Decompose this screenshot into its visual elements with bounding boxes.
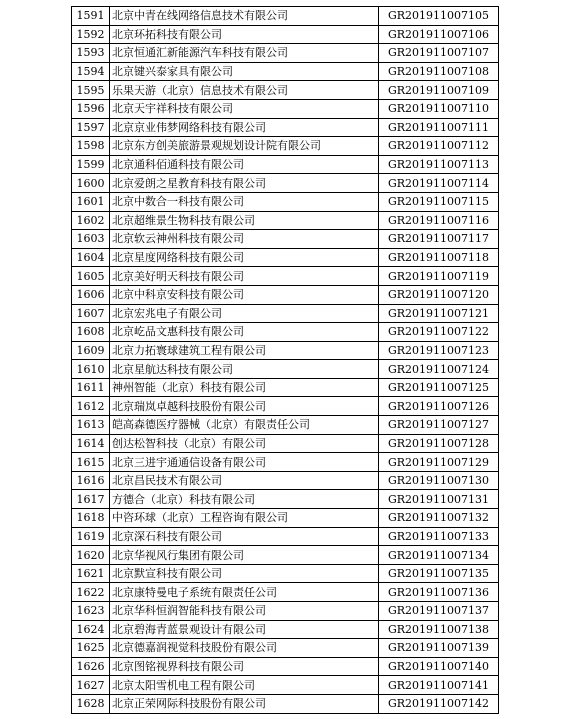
row-index: 1625 [72,639,110,658]
certificate-number: GR201911007115 [379,192,499,211]
table-row [72,118,499,137]
certificate-number: GR201911007134 [379,546,499,565]
company-name: 北京中数合一科技有限公司 [110,192,379,211]
table-row [72,416,499,435]
row-index: 1592 [72,25,110,44]
certificate-number: GR201911007108 [379,62,499,81]
certificate-number: GR201911007131 [379,490,499,509]
row-index: 1611 [72,378,110,397]
certificate-number: GR201911007110 [379,99,499,118]
row-index: 1616 [72,471,110,490]
row-index: 1626 [72,657,110,676]
row-index: 1619 [72,527,110,546]
certificate-number: GR201911007114 [379,174,499,193]
company-name: 北京软云神州科技有限公司 [110,230,379,249]
row-index: 1601 [72,192,110,211]
company-name: 北京爱朗之星教育科技有限公司 [110,174,379,193]
row-index: 1613 [72,416,110,435]
company-name: 北京图铭视界科技有限公司 [110,657,379,676]
table-row [72,509,499,528]
company-name: 北京星航达科技有限公司 [110,360,379,379]
certificate-number: GR201911007106 [379,25,499,44]
company-name: 乐果天游（北京）信息技术有限公司 [110,81,379,100]
certificate-number: GR201911007142 [379,694,499,713]
company-name: 北京京业伟梦网络科技有限公司 [110,118,379,137]
table-row [72,285,499,304]
row-index: 1607 [72,304,110,323]
certificate-number: GR201911007133 [379,527,499,546]
certificate-number: GR201911007135 [379,564,499,583]
certificate-number: GR201911007124 [379,360,499,379]
row-index: 1620 [72,546,110,565]
company-name: 北京中科京安科技有限公司 [110,285,379,304]
table-row [72,174,499,193]
company-name: 方德合（北京）科技有限公司 [110,490,379,509]
row-index: 1615 [72,453,110,472]
certificate-number: GR201911007127 [379,416,499,435]
certificate-number: GR201911007117 [379,230,499,249]
row-index: 1612 [72,397,110,416]
table-row [72,378,499,397]
company-name: 北京康特曼电子系统有限责任公司 [110,583,379,602]
table-row [72,602,499,621]
certificate-number: GR201911007129 [379,453,499,472]
table-row [72,248,499,267]
certificate-number: GR201911007118 [379,248,499,267]
certificate-number: GR201911007125 [379,378,499,397]
company-name: 北京超维景生物科技有限公司 [110,211,379,230]
company-name: 北京恒通汇新能源汽车科技有限公司 [110,44,379,63]
company-name: 北京太阳雪机电工程有限公司 [110,676,379,695]
row-index: 1598 [72,137,110,156]
table-row [72,81,499,100]
row-index: 1618 [72,509,110,528]
company-name: 北京天宇祥科技有限公司 [110,99,379,118]
table-row [72,546,499,565]
certificate-number: GR201911007105 [379,7,499,26]
row-index: 1600 [72,174,110,193]
company-name: 北京通科佰通科技有限公司 [110,155,379,174]
company-name: 北京东方创美旅游景观规划设计院有限公司 [110,137,379,156]
table-row [72,7,499,26]
certificate-number: GR201911007121 [379,304,499,323]
row-index: 1591 [72,7,110,26]
row-index: 1606 [72,285,110,304]
table-row [72,657,499,676]
certificate-number: GR201911007141 [379,676,499,695]
row-index: 1627 [72,676,110,695]
company-list-table [71,6,499,714]
table-row [72,676,499,695]
company-name: 创达松智科技（北京）有限公司 [110,434,379,453]
row-index: 1602 [72,211,110,230]
table-row [72,62,499,81]
table-row [72,99,499,118]
certificate-number: GR201911007140 [379,657,499,676]
company-name: 北京三进宇通通信设备有限公司 [110,453,379,472]
company-name: 北京碧海青蓝景观设计有限公司 [110,620,379,639]
company-name: 北京宏兆电子有限公司 [110,304,379,323]
table-row [72,360,499,379]
certificate-number: GR201911007120 [379,285,499,304]
certificate-number: GR201911007111 [379,118,499,137]
certificate-number: GR201911007136 [379,583,499,602]
table-row [72,694,499,713]
company-name: 北京德嘉润视觉科技股份有限公司 [110,639,379,658]
company-name: 北京华科恒润智能科技有限公司 [110,602,379,621]
company-name: 中咨环球（北京）工程咨询有限公司 [110,509,379,528]
row-index: 1623 [72,602,110,621]
row-index: 1595 [72,81,110,100]
row-index: 1617 [72,490,110,509]
company-name: 北京美好明天科技有限公司 [110,267,379,286]
table-row [72,323,499,342]
certificate-number: GR201911007132 [379,509,499,528]
table-row [72,583,499,602]
table-row [72,192,499,211]
table-row [72,341,499,360]
row-index: 1624 [72,620,110,639]
table-row [72,527,499,546]
row-index: 1610 [72,360,110,379]
table-row [72,564,499,583]
certificate-number: GR201911007137 [379,602,499,621]
certificate-number: GR201911007138 [379,620,499,639]
table-row [72,155,499,174]
row-index: 1609 [72,341,110,360]
company-name: 北京瑞岚卓越科技股份有限公司 [110,397,379,416]
table-row [72,211,499,230]
company-name: 北京华视风行集团有限公司 [110,546,379,565]
certificate-number: GR201911007122 [379,323,499,342]
row-index: 1628 [72,694,110,713]
row-index: 1608 [72,323,110,342]
table-row [72,304,499,323]
table-row [72,434,499,453]
company-name: 北京星度网络科技有限公司 [110,248,379,267]
company-name: 北京昌民技术有限公司 [110,471,379,490]
table-row [72,44,499,63]
row-index: 1594 [72,62,110,81]
row-index: 1605 [72,267,110,286]
row-index: 1596 [72,99,110,118]
table-row [72,453,499,472]
certificate-number: GR201911007112 [379,137,499,156]
table-row [72,490,499,509]
certificate-number: GR201911007116 [379,211,499,230]
row-index: 1622 [72,583,110,602]
company-name: 神州智能（北京）科技有限公司 [110,378,379,397]
table-row [72,230,499,249]
row-index: 1614 [72,434,110,453]
table-row [72,25,499,44]
certificate-number: GR201911007126 [379,397,499,416]
company-name: 北京默宣科技有限公司 [110,564,379,583]
company-name: 北京力拓寰球建筑工程有限公司 [110,341,379,360]
row-index: 1593 [72,44,110,63]
table-row [72,639,499,658]
company-name: 北京深石科技有限公司 [110,527,379,546]
certificate-number: GR201911007130 [379,471,499,490]
table-row [72,267,499,286]
table-row [72,471,499,490]
table-row [72,620,499,639]
company-name: 皑高森德医疗器械（北京）有限责任公司 [110,416,379,435]
table-row [72,137,499,156]
company-name: 北京正荣网际科技股份有限公司 [110,694,379,713]
certificate-number: GR201911007113 [379,155,499,174]
certificate-number: GR201911007109 [379,81,499,100]
certificate-number: GR201911007128 [379,434,499,453]
table-row [72,397,499,416]
company-name: 北京中青在线网络信息技术有限公司 [110,7,379,26]
certificate-number: GR201911007139 [379,639,499,658]
company-name: 北京键兴泰家具有限公司 [110,62,379,81]
company-name: 北京屹品文惠科技有限公司 [110,323,379,342]
certificate-number: GR201911007123 [379,341,499,360]
table-body [72,7,499,714]
certificate-number: GR201911007107 [379,44,499,63]
row-index: 1604 [72,248,110,267]
row-index: 1621 [72,564,110,583]
certificate-number: GR201911007119 [379,267,499,286]
row-index: 1603 [72,230,110,249]
row-index: 1599 [72,155,110,174]
row-index: 1597 [72,118,110,137]
company-name: 北京环拓科技有限公司 [110,25,379,44]
